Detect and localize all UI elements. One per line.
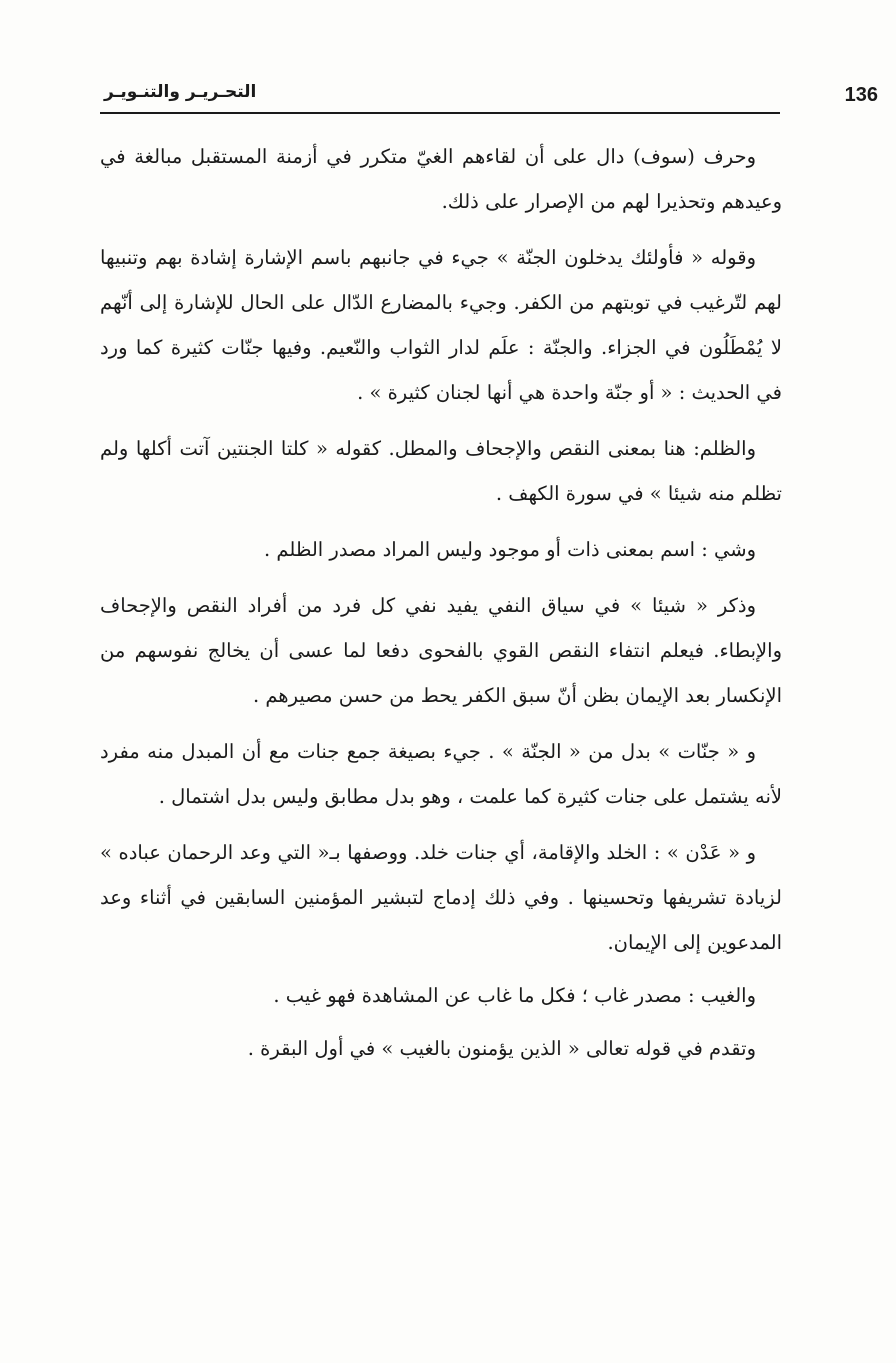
page-number: 136	[844, 84, 878, 106]
page-header	[100, 78, 878, 114]
running-title: التحـريـر والتنـويـر	[104, 82, 257, 102]
paragraph: و « جنّات » بدل من « الجنّة » . جيء بصيغة جمع جنات مع أن المبدل منه مفرد لأنه يشتمل على جنات كثيرة كما علمت ، وهو بدل مطابق وليس بدل اشتمال .	[100, 740, 782, 808]
paragraph: وحرف (سوف) دال على أن لقاءهم الغيّ متكرر في أزمنة المستقبل مبالغة في وعيدهم وتحذيرا لهم من الإصرار على ذلك.	[100, 145, 782, 213]
paragraph: و « عَدْن » : الخلد والإقامة، أي جنات خلد. ووصفها بـ« التي وعد الرحمان عباده » لزيادة تشريفها وتحسينها . وفي ذلك إدماج لتبشير المؤمنين السابقين في أثناء وعد المدعوين إلى الإيمان.	[100, 841, 782, 954]
paragraph: والغيب : مصدر غاب ؛ فكل ما غاب عن المشاهدة فهو غيب .	[273, 984, 756, 1007]
paragraph: وذكر « شيئا » في سياق النفي يفيد نفي كل فرد من أفراد النقص والإجحاف والإبطاء. فيعلم انتفاء النقص القوي بالفحوى دفعا لما عسى أن يخالج نفوسهم من الإنكسار بعد الإيمان بظن أنّ سبق الكفر يحط من حسن مصيرهم .	[100, 594, 782, 707]
paragraph: وقوله « فأولئك يدخلون الجنّة » جيء في جانبهم باسم الإشارة إشادة بهم وتنبيها لهم لتّرغيب في توبتهم من الكفر. وجيء بالمضارع الدّال على الحال للإشارة إلى أنّهم لا يُمْطَلُون في الجزاء. والجنّة : علَم لدار الثواب والنّعيم. وفيها جنّات كثيرة كما ورد في الحديث : « أو جنّة واحدة هي أنها لجنان كثيرة » .	[100, 246, 782, 404]
paragraph: والظلم: هنا بمعنى النقص والإجحاف والمطل. كقوله « كلتا الجنتين آتت أكلها ولم تظلم منه شيئا » في سورة الكهف .	[100, 437, 782, 505]
header-divider	[100, 112, 780, 114]
paragraph: وشي : اسم بمعنى ذات أو موجود وليس المراد مصدر الظلم .	[264, 538, 756, 561]
page-body	[100, 134, 782, 1071]
paragraph: وتقدم في قوله تعالى « الذين يؤمنون بالغيب » في أول البقرة .	[247, 1037, 756, 1060]
